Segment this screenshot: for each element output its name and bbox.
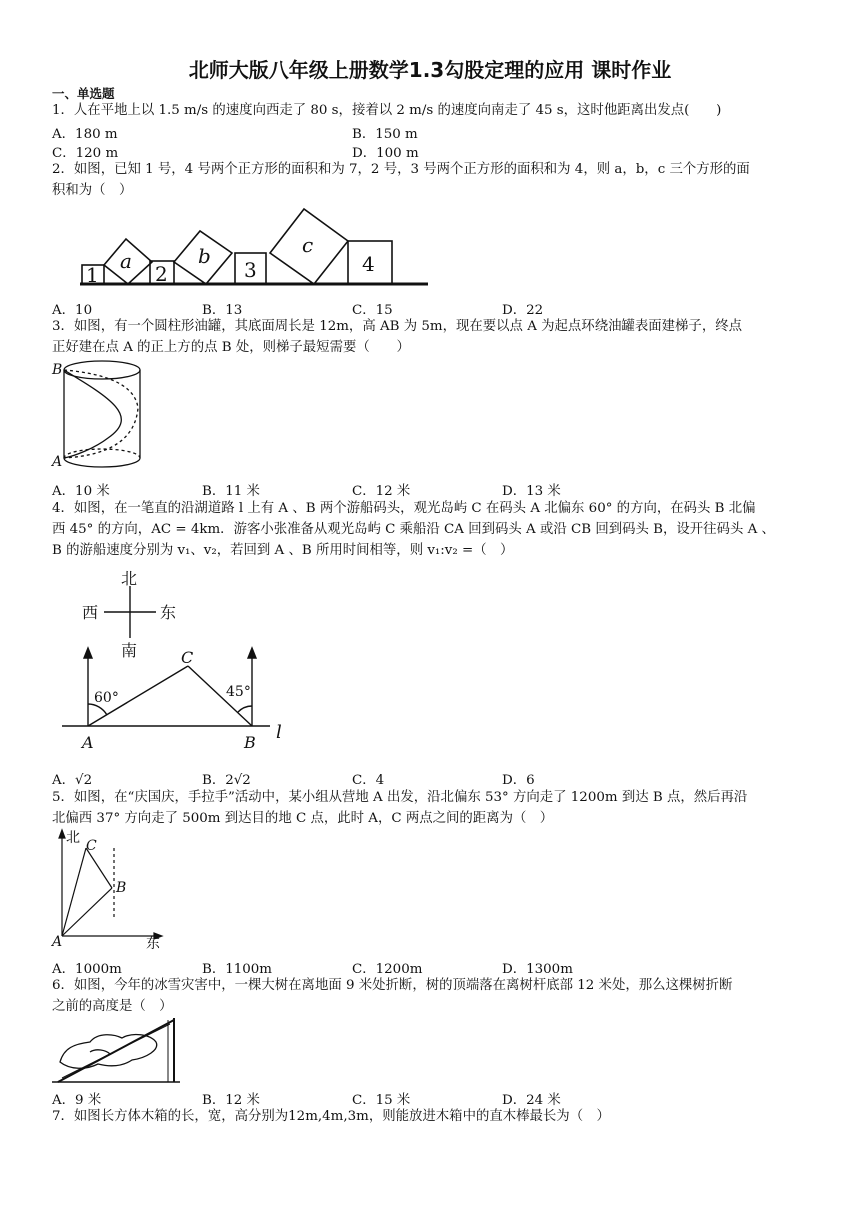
q6-option-d[interactable]: D．24 米 xyxy=(502,1093,561,1108)
question-5-line-1: 5．如图，在“庆国庆，手拉手”活动中，某小组从营地 A 出发，沿北偏东 53° 方向走了 1200m 到达 B 点，然后再沿 xyxy=(52,790,748,805)
q5-route-figure xyxy=(52,828,172,953)
q4-compass-north: 北 xyxy=(121,569,138,588)
q5-label-c: C xyxy=(86,838,97,854)
q5-label-east: 东 xyxy=(146,936,160,952)
q1-option-b[interactable]: B．150 m xyxy=(352,127,418,142)
q3-option-b[interactable]: B．11 米 xyxy=(202,484,260,499)
question-4-line-3: B 的游船速度分别为 v₁、v₂，若回到 A 、B 所用时间相等，则 v₁:v₂ =（ ） xyxy=(52,543,514,558)
q2-option-d[interactable]: D．22 xyxy=(502,303,544,318)
question-1-text: 1．人在平地上以 1.5 m/s 的速度向西走了 80 s，接着以 2 m/s 的速度向南走了 45 s，这时他距离出发点( ) xyxy=(52,103,722,118)
q1-option-c[interactable]: C．120 m xyxy=(52,146,119,161)
q3-cylinder-figure xyxy=(50,358,150,473)
question-5-line-2: 北偏西 37° 方向走了 500m 到达目的地 C 点，此时 A，C 两点之间的距离为（ ） xyxy=(52,811,554,826)
section-heading: 一、单选题 xyxy=(52,86,115,101)
question-2-line-1: 2．如图，已知 1 号，4 号两个正方形的面积和为 7，2 号，3 号两个正方形的面积和为 4，则 a，b，c 三个方形的面 xyxy=(52,162,750,177)
q2-option-b[interactable]: B．13 xyxy=(202,303,243,318)
q4-option-c[interactable]: C．4 xyxy=(352,773,385,788)
q5-option-a[interactable]: A．1000m xyxy=(52,962,122,977)
q1-option-a[interactable]: A．180 m xyxy=(52,127,118,142)
q2-label-1: 1 xyxy=(86,263,99,287)
q4-map-figure xyxy=(58,566,298,766)
q4-label-b: B xyxy=(244,733,256,752)
q5-option-b[interactable]: B．1100m xyxy=(202,962,273,977)
q1-option-d[interactable]: D．100 m xyxy=(352,146,419,161)
q2-option-c[interactable]: C．15 xyxy=(352,303,393,318)
q6-option-a[interactable]: A．9 米 xyxy=(52,1093,102,1108)
q4-option-d[interactable]: D．6 xyxy=(502,773,535,788)
q2-label-c: c xyxy=(302,233,314,257)
q3-option-d[interactable]: D．13 米 xyxy=(502,484,561,499)
q4-angle-60: 60° xyxy=(94,690,119,706)
q5-option-c[interactable]: C．1200m xyxy=(352,962,423,977)
q2-label-a: a xyxy=(120,249,132,273)
question-6-line-2: 之前的高度是（ ） xyxy=(52,999,173,1014)
page-title: 北师大版八年级上册数学1.3勾股定理的应用 课时作业 xyxy=(188,58,672,82)
q2-option-a[interactable]: A．10 xyxy=(52,303,93,318)
question-4-line-2: 西 45° 的方向，AC = 4km．游客小张准备从观光岛屿 C 乘船沿 CA 回到码头 A 或沿 CB 回到码头 B，设开往码头 A 、 xyxy=(52,522,775,537)
q6-broken-tree-figure xyxy=(50,1012,185,1087)
q5-option-d[interactable]: D．1300m xyxy=(502,962,573,977)
q2-label-3: 3 xyxy=(244,258,257,282)
q4-option-b[interactable]: B．2√2 xyxy=(202,773,251,788)
q5-label-north: 北 xyxy=(66,830,80,846)
q4-compass-south: 南 xyxy=(121,641,138,660)
q4-label-a: A xyxy=(82,733,94,752)
question-4-line-1: 4．如图，在一笔直的沿湖道路 l 上有 A 、B 两个游船码头，观光岛屿 C 在码头 A 北偏东 60° 的方向，在码头 B 北偏 xyxy=(52,501,756,516)
q4-option-a[interactable]: A．√2 xyxy=(52,773,93,788)
q2-squares-figure xyxy=(80,205,440,290)
question-3-line-2: 正好建在点 A 的正上方的点 B 处，则梯子最短需要（ ） xyxy=(52,340,410,355)
q3-option-c[interactable]: C．12 米 xyxy=(352,484,411,499)
q3-label-a: A xyxy=(52,454,63,470)
q5-label-b: B xyxy=(116,880,127,896)
question-2-line-2: 积和为（ ） xyxy=(52,183,133,198)
q4-label-c: C xyxy=(181,648,194,667)
q6-option-b[interactable]: B．12 米 xyxy=(202,1093,260,1108)
question-6-line-1: 6．如图，今年的冰雪灾害中，一棵大树在离地面 9 米处折断，树的顶端落在离树杆底部 12 米处，那么这棵树折断 xyxy=(52,978,733,993)
q6-option-c[interactable]: C．15 米 xyxy=(352,1093,411,1108)
q4-label-l: l xyxy=(276,722,282,743)
q5-label-a: A xyxy=(52,934,63,950)
question-7-text: 7．如图长方体木箱的长，宽，高分别为12m,4m,3m，则能放进木箱中的直木棒最长为（ ） xyxy=(52,1109,610,1124)
question-3-line-1: 3．如图，有一个圆柱形油罐，其底面周长是 12m，高 AB 为 5m，现在要以点 A 为起点环绕油罐表面建梯子，终点 xyxy=(52,319,742,334)
q2-label-4: 4 xyxy=(362,252,375,276)
q4-compass-west: 西 xyxy=(82,603,99,622)
q4-angle-45: 45° xyxy=(226,684,251,700)
q2-label-2: 2 xyxy=(155,262,168,286)
q4-compass-east: 东 xyxy=(160,603,177,622)
q3-label-b: B xyxy=(52,362,63,378)
q3-option-a[interactable]: A．10 米 xyxy=(52,484,110,499)
q2-label-b: b xyxy=(198,244,211,268)
